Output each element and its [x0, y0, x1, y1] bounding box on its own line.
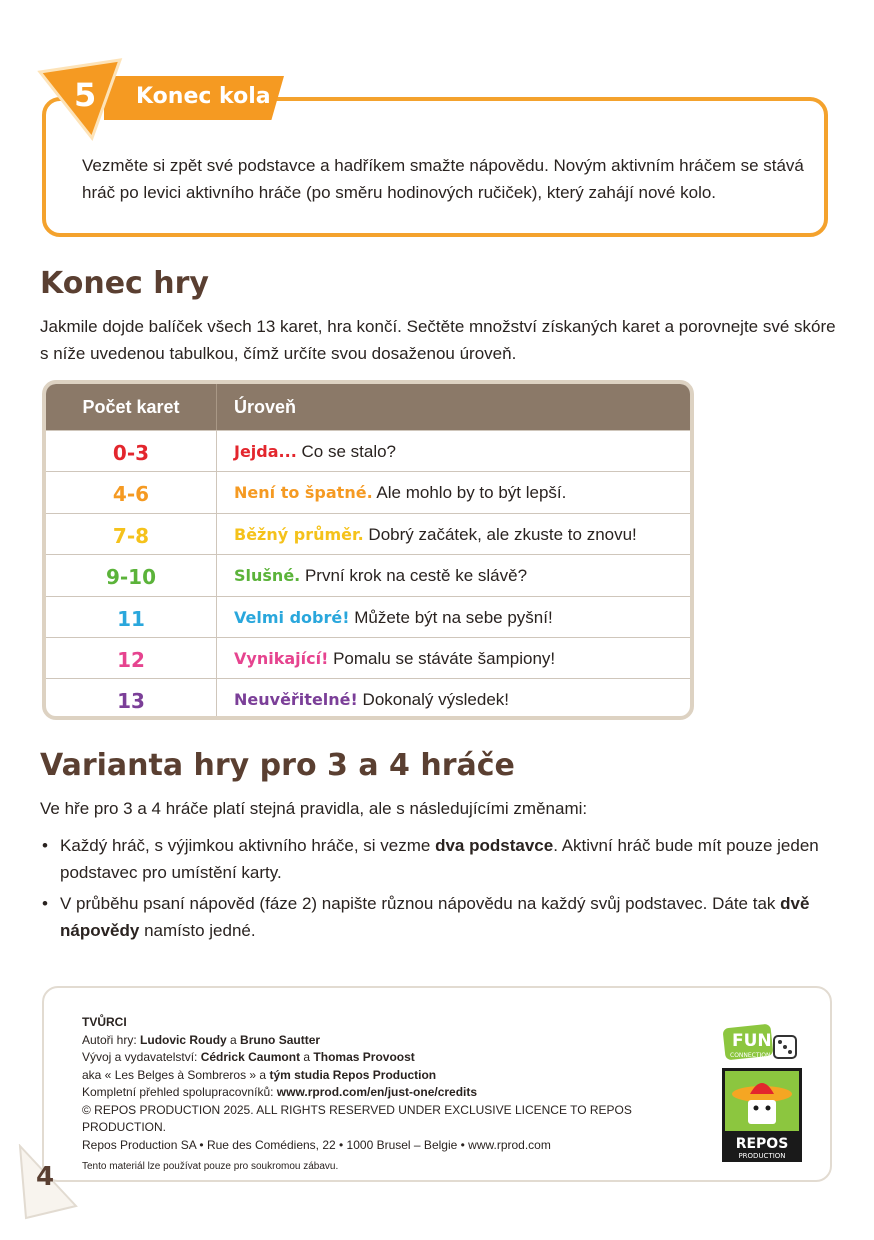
svg-text:CONNECTION: CONNECTION: [730, 1052, 771, 1059]
step-title: Konec kola: [136, 84, 271, 109]
level-text: Jejda... Co se stalo?: [234, 442, 397, 461]
score-table: [42, 380, 694, 720]
step-number: 5: [74, 76, 97, 114]
list-item: • V průběhu psaní nápověd (fáze 2) napište různou nápovědu na každý svůj podstavec. Dáte tak dvě nápovědy namísto jedné.: [40, 890, 840, 944]
svg-text:FUN: FUN: [732, 1031, 772, 1051]
level-text: Slušné. První krok na cestě ke slávě?: [234, 566, 528, 586]
level-text: Běžný průměr. Dobrý začátek, ale zkuste to znovu!: [234, 524, 637, 544]
table-row: [46, 430, 690, 472]
table-row: [46, 637, 690, 679]
table-row: [46, 471, 690, 513]
header-count: Počet karet: [82, 397, 180, 417]
card-count: 7-8: [112, 523, 150, 548]
variant-rules: [40, 832, 840, 948]
repos-production-logo: [722, 1068, 802, 1162]
fun-connection-logo: [722, 1022, 800, 1064]
page-number: 4: [36, 1162, 55, 1192]
credits-text: TVŮRCI Autoři hry: Ludovic Roudy a Bruno Sautter Vývoj a vydavatelství: Cédrick Caumont a Thomas Provoost aka « Les Belges à Sombreros » a tým studia Repos Production Kompletní přehled spolupracovníků: www.rprod.com/en/just-one/credits © REPOS PRODUCTION 2025. ALL RIGHTS RESERVED UNDER EXCLUSIVE LICENCE TO REPOS PRODUCTION. Repos Production SA • Rue des Comédiens, 22 • 1000 Brusel – Belgie • www.rprod.com Tento materiál lze používat pouze pro soukromou zábavu.: [82, 1014, 702, 1176]
card-count: 12: [117, 648, 145, 672]
table-row: [46, 596, 690, 638]
table-header: [46, 384, 690, 430]
end-game-heading: Konec hry: [40, 266, 209, 301]
table-row: [46, 678, 690, 720]
card-count: 9-10: [105, 565, 157, 590]
svg-text:REPOS: REPOS: [735, 1136, 789, 1152]
page-number-badge: [18, 1144, 78, 1220]
card-count: 4-6: [112, 482, 150, 507]
step-number-badge: [36, 58, 126, 142]
end-game-intro: Jakmile dojde balíček všech 13 karet, hra končí. Sečtěte množství získaných karet a porovnejte své skóre s níže uvedenou tabulkou, čímž určíte svou dosaženou úroveň.: [40, 317, 836, 363]
svg-text:PRODUCTION: PRODUCTION: [738, 1152, 786, 1160]
level-text: Vynikající! Pomalu se stáváte šampiony!: [234, 649, 556, 668]
level-text: Velmi dobré! Můžete být na sebe pyšní!: [234, 607, 553, 627]
card-count: 11: [117, 606, 145, 631]
level-text: Není to špatné. Ale mohlo by to být lepší.: [234, 483, 567, 503]
card-count: 0-3: [112, 441, 150, 465]
card-count: 13: [117, 689, 145, 714]
level-text: Neuvěřitelné! Dokonalý výsledek!: [234, 690, 509, 710]
header-level: Úroveň: [234, 397, 297, 417]
credits-title: TVŮRCI: [82, 1015, 127, 1029]
list-item: • Každý hráč, s výjimkou aktivního hráče, si vezme dva podstavce. Aktivní hráč bude mít pouze jeden podstavec pro umístění karty.: [40, 832, 840, 886]
variant-intro: Ve hře pro 3 a 4 hráče platí stejná pravidla, ale s následujícími změnami:: [40, 799, 588, 818]
table-row: [46, 513, 690, 555]
variant-heading: Varianta hry pro 3 a 4 hráče: [40, 748, 515, 783]
step-text: Vezměte si zpět své podstavce a hadříkem smažte nápovědu. Novým aktivním hráčem se stává hráč po levici aktivního hráče (po směru hodinových ručiček), který zahájí nové kolo.: [82, 156, 804, 202]
table-row: [46, 554, 690, 596]
